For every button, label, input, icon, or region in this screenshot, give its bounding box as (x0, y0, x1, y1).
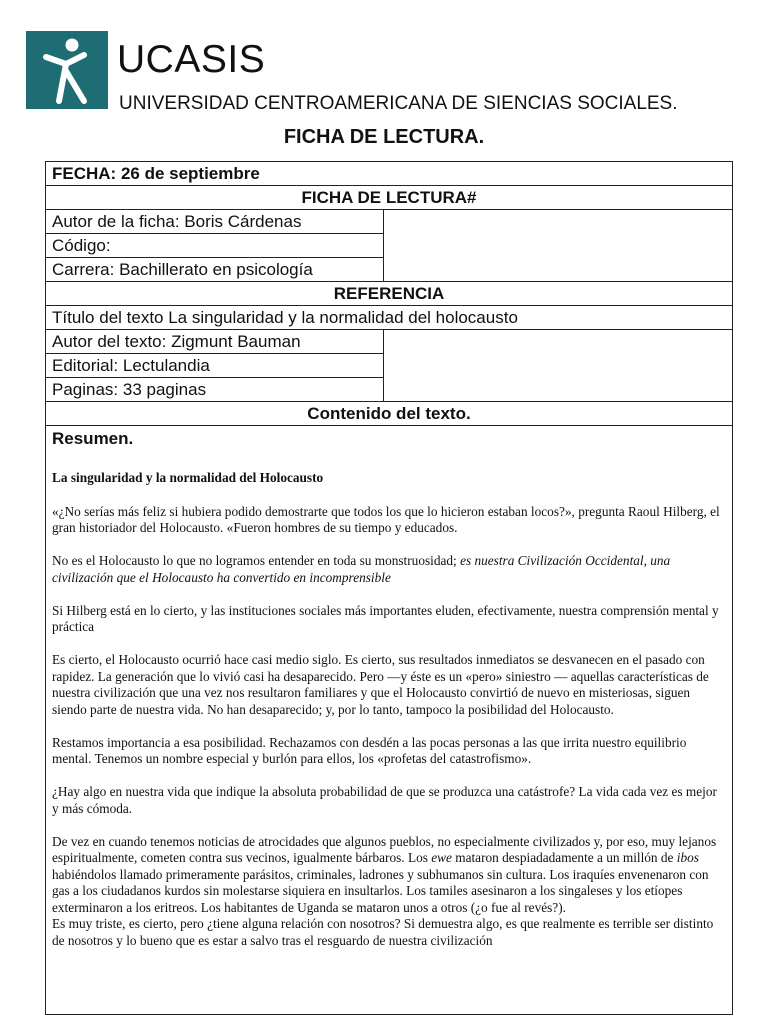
article-body (52, 470, 726, 949)
content-cell (46, 426, 733, 1015)
article-heading: La singularidad y la normalidad del Holocausto (52, 470, 324, 485)
paragraph-1: «¿No serías más feliz si hubiera podido demostrarte que todos los que lo hicieron estaban locos?», pregunta Raoul Hilberg, el gran historiador del Holocausto. «Fueron hombres de su tiempo y educados. (52, 503, 720, 535)
row-referencia (46, 282, 733, 306)
empty-cell-1 (384, 210, 733, 282)
paragraph-7-text-c: habiéndolos llamado primeramente parásitos, criminales, ladrones y subhumanos sin cultura. Los iraquíes envenenaron con gas a los ciudadanos kurdos sin molestarse siquiera en insultarlos. Los tamiles asesinaron a los singaleses y los etíopes exterminaron a los eritreos. Los habitantes de Uganda se mataron unos a otros (¿o fue al revés?). (52, 866, 709, 915)
paragraph-8: Es muy triste, es cierto, pero ¿tiene alguna relación con nosotros? Si demuestra algo, es que realmente es terrible ser distinto de nosotros y lo bueno que es estar a salvo tras el resguardo de nuestra civilización (52, 916, 714, 948)
paragraph-7-italic-ewe: ewe (431, 850, 452, 865)
brand-subtitle: UNIVERSIDAD CENTROAMERICANA DE SIENCIAS SOCIALES. (119, 93, 678, 114)
row-titulo (46, 306, 733, 330)
paragraph-2-italic: es nuestra Civilización Occidental, una civilización que el Holocausto ha convertido en incomprensible (52, 553, 671, 585)
resumen-label: Resumen. (52, 429, 134, 448)
row-content (46, 426, 733, 1015)
editorial-cell: Editorial: Lectulandia (46, 354, 384, 378)
paragraph-7 (52, 834, 726, 917)
brand-name: UCASIS (117, 38, 266, 81)
paragraph-2 (52, 553, 726, 586)
paragraph-6: ¿Hay algo en nuestra vida que indique la absoluta probabilidad de que se produzca una catástrofe? La vida cada vez es mejor y más cómoda. (52, 784, 717, 816)
person-icon (26, 31, 108, 109)
ficha-number-header: FICHA DE LECTURA# (46, 186, 733, 210)
row-autor-ficha (46, 210, 733, 234)
row-contenido (46, 402, 733, 426)
codigo-cell: Código: (46, 234, 384, 258)
paragraph-2-text: No es el Holocausto lo que no logramos entender en toda su monstruosidad; (52, 553, 461, 568)
carrera-cell: Carrera: Bachillerato en psicología (46, 258, 384, 282)
paragraph-7-italic-ibos: ibos (676, 850, 699, 865)
paragraph-7-text-a: De vez en cuando tenemos noticias de atrocidades que algunos pueblos, no especialmente civilizados y, por eso, muy lejanos espiritualmente, cometen contra sus vecinos, igualmente bárbaros. Los (52, 833, 717, 865)
contenido-header: Contenido del texto. (46, 402, 733, 426)
row-autor-texto (46, 330, 733, 354)
referencia-header: REFERENCIA (46, 282, 733, 306)
autor-texto-cell: Autor del texto: Zigmunt Bauman (46, 330, 384, 354)
paragraph-3: Si Hilberg está en lo cierto, y las instituciones sociales más importantes eluden, efectivamente, nuestra comprensión mental y práctica (52, 602, 719, 634)
fecha-cell: FECHA: 26 de septiembre (46, 162, 733, 186)
row-numero (46, 186, 733, 210)
paragraph-5: Restamos importancia a esa posibilidad. Rechazamos con desdén a las pocas personas a las que irrita nuestro equilibrio mental. Tenemos un nombre especial y burlón para ellos, los «profetas del catastrofismo». (52, 734, 687, 766)
paginas-cell: Paginas: 33 paginas (46, 378, 384, 402)
titulo-cell: Título del texto La singularidad y la normalidad del holocausto (46, 306, 733, 330)
ucasis-logo (26, 31, 108, 109)
paragraph-7-text-b: mataron despiadadamente a un millón de (451, 850, 677, 865)
empty-cell-2 (384, 330, 733, 402)
document-title: FICHA DE LECTURA. (283, 126, 485, 148)
paragraph-4: Es cierto, el Holocausto ocurrió hace casi medio siglo. Es cierto, sus resultados inmediatos se desvanecen en el pasado con rapidez. La generación que lo vivió casi ha desaparecido. Pero —y éste es un «pero» siniestro — aquellas características de nuestra civilización que una vez nos resultaron familiares y que el Holocausto convirtió de nuevo en misteriosas, siguen siendo parte de nuestra vida. No han desaparecido; y, por lo tanto, tampoco la posibilidad del Holocausto. (52, 652, 709, 717)
autor-ficha-cell: Autor de la ficha: Boris Cárdenas (46, 210, 384, 234)
row-fecha (46, 162, 733, 186)
ficha-table (45, 161, 733, 1015)
